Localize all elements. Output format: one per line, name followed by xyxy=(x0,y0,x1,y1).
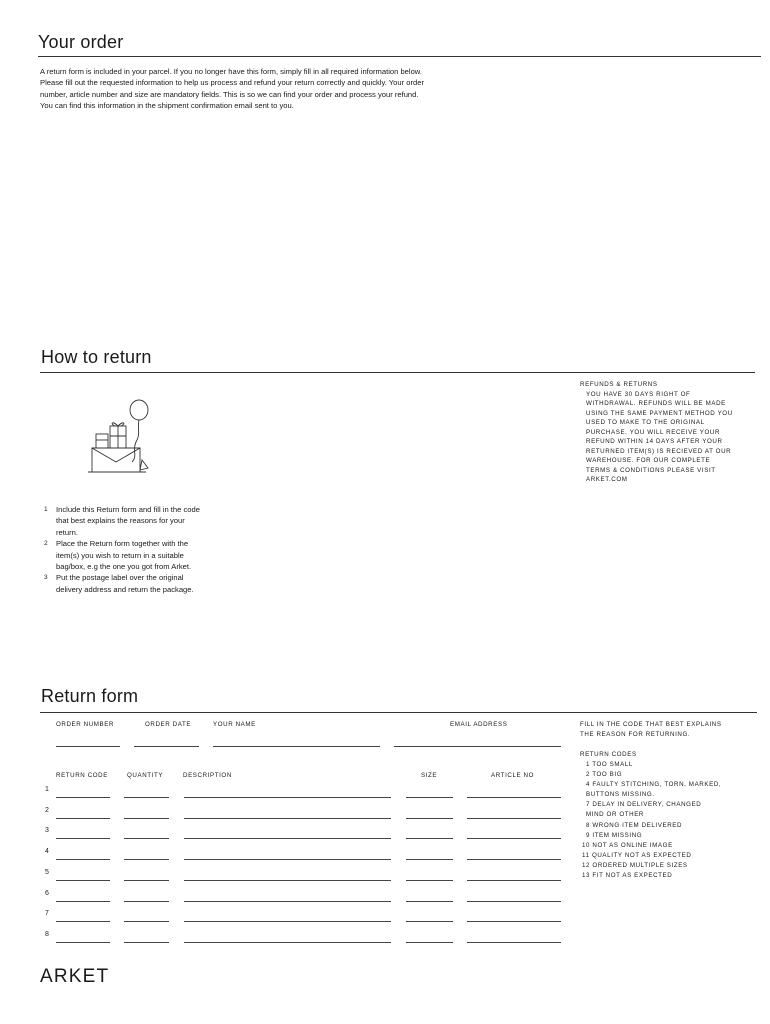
quantity-field[interactable] xyxy=(124,942,169,943)
quantity-field[interactable] xyxy=(124,859,169,860)
size-field[interactable] xyxy=(406,818,453,819)
step-text: Include this Return form and fill in the code that best explains the reasons for your return. xyxy=(56,505,200,537)
article-no-field[interactable] xyxy=(467,797,561,798)
row-number: 6 xyxy=(45,889,49,897)
return-code-item: 2 TOO BIG xyxy=(586,771,623,779)
step-text: Put the postage label over the original delivery address and return the package. xyxy=(56,573,194,594)
your-order-title: Your order xyxy=(38,32,124,52)
size-field[interactable] xyxy=(406,901,453,902)
quantity-label: QUANTITY xyxy=(127,772,164,779)
row-number: 8 xyxy=(45,930,49,938)
article-no-field[interactable] xyxy=(467,818,561,819)
order-date-label: ORDER DATE xyxy=(145,721,192,728)
article-no-field[interactable] xyxy=(467,921,561,922)
return-code-item: 9 ITEM MISSING xyxy=(586,831,643,839)
return-code-item: 1 TOO SMALL xyxy=(586,761,633,768)
step-item xyxy=(44,538,204,572)
your-name-label: YOUR NAME xyxy=(213,721,256,728)
quantity-field[interactable] xyxy=(124,818,169,819)
description-field[interactable] xyxy=(184,859,391,860)
return-form-title: Return form xyxy=(41,686,139,706)
size-label: SIZE xyxy=(421,772,438,779)
return-code-label: RETURN CODE xyxy=(56,772,108,779)
refunds-text: YOU HAVE 30 DAYS RIGHT OF WITHDRAWAL. REFUNDS WILL BE MADE USING THE SAME PAYMENT METHOD YOU USED TO MAKE TO THE ORIGINAL PURCHASE. YOU WILL RECEIVE YOUR REFUND WITHIN 14 DAYS AFTER YOUR RETURNED ITEM(S) IS RECIEVED AT OUR WAREHOUSE. FOR OUR COMPLETE TERMS & CONDITIONS PLEASE VISIT ARKET.COM xyxy=(586,390,733,483)
return-code-item: 4 FAULTY STITCHING, TORN, MARKED, BUTTONS MISSING. xyxy=(586,781,722,799)
description-field[interactable] xyxy=(184,838,391,839)
how-to-return-title: How to return xyxy=(41,347,152,367)
return-codes-instructions: FILL IN THE CODE THAT BEST EXPLAINS THE REASON FOR RETURNING. xyxy=(580,721,722,738)
quantity-field[interactable] xyxy=(124,921,169,922)
description-label: DESCRIPTION xyxy=(183,772,232,779)
return-code-item: 10 NOT AS ONLINE IMAGE xyxy=(582,841,673,849)
return-code-field[interactable] xyxy=(56,921,110,922)
return-code-field[interactable] xyxy=(56,901,110,902)
return-code-item: 12 ORDERED MULTIPLE SIZES xyxy=(582,861,688,869)
return-codes-list xyxy=(582,760,732,881)
quantity-field[interactable] xyxy=(124,901,169,902)
article-no-field[interactable] xyxy=(467,942,561,943)
description-field[interactable] xyxy=(184,880,391,881)
row-number: 5 xyxy=(45,868,49,876)
return-codes-heading: RETURN CODES xyxy=(580,751,637,758)
your-order-divider xyxy=(38,56,761,57)
return-code-field[interactable] xyxy=(56,797,110,798)
description-field[interactable] xyxy=(184,942,391,943)
return-code-item: 13 FIT NOT AS EXPECTED xyxy=(582,872,673,880)
your-order-text: A return form is included in your parcel. If you no longer have this form, simply fill in all required information below. Please fill out the requested information to help us process and refund your return correctly and quickly. Your order number, article number and size are mandatory fields. This is so we can find your order and process your refund. You can find this information in the shipment confirmation email sent to you. xyxy=(40,67,424,111)
return-code-field[interactable] xyxy=(56,859,110,860)
step-number: 3 xyxy=(44,574,48,582)
order-date-field[interactable] xyxy=(134,746,199,747)
quantity-field[interactable] xyxy=(124,880,169,881)
how-to-return-divider xyxy=(40,372,755,373)
return-code-field[interactable] xyxy=(56,838,110,839)
parcel-balloon-illustration-icon xyxy=(82,398,156,478)
size-field[interactable] xyxy=(406,942,453,943)
size-field[interactable] xyxy=(406,838,453,839)
size-field[interactable] xyxy=(406,880,453,881)
refunds-heading: REFUNDS & RETURNS xyxy=(580,381,658,388)
article-no-field[interactable] xyxy=(467,838,561,839)
return-code-field[interactable] xyxy=(56,942,110,943)
email-address-field[interactable] xyxy=(394,746,561,747)
size-field[interactable] xyxy=(406,797,453,798)
article-no-field[interactable] xyxy=(467,859,561,860)
step-item xyxy=(44,572,204,595)
row-number: 2 xyxy=(45,806,49,814)
size-field[interactable] xyxy=(406,859,453,860)
row-number: 7 xyxy=(45,910,49,918)
article-no-label: ARTICLE NO xyxy=(491,772,535,779)
step-number: 2 xyxy=(44,540,48,548)
article-no-field[interactable] xyxy=(467,880,561,881)
description-field[interactable] xyxy=(184,901,391,902)
return-code-field[interactable] xyxy=(56,818,110,819)
article-no-field[interactable] xyxy=(467,901,561,902)
order-number-label: ORDER NUMBER xyxy=(56,721,115,728)
quantity-field[interactable] xyxy=(124,838,169,839)
description-field[interactable] xyxy=(184,818,391,819)
email-address-label: EMAIL ADDRESS xyxy=(450,721,508,728)
return-steps-list xyxy=(44,504,204,595)
row-number: 3 xyxy=(45,827,49,835)
step-text: Place the Return form together with the item(s) you wish to return in a suitable bag/box, e.g the one you got from Arket. xyxy=(56,539,192,572)
size-field[interactable] xyxy=(406,921,453,922)
order-number-field[interactable] xyxy=(56,746,120,747)
step-item xyxy=(44,504,204,538)
quantity-field[interactable] xyxy=(124,797,169,798)
row-number: 1 xyxy=(45,786,49,793)
step-number: 1 xyxy=(44,506,48,513)
return-code-item: 11 QUALITY NOT AS EXPECTED xyxy=(582,851,692,859)
row-number: 4 xyxy=(45,848,49,856)
return-code-item: 8 WRONG ITEM DELIVERED xyxy=(586,821,683,829)
return-code-field[interactable] xyxy=(56,880,110,881)
arket-logo: ARKET xyxy=(40,966,110,987)
description-field[interactable] xyxy=(184,921,391,922)
description-field[interactable] xyxy=(184,797,391,798)
your-name-field[interactable] xyxy=(213,746,380,747)
return-form-divider xyxy=(40,712,757,713)
return-code-item: 7 DELAY IN DELIVERY, CHANGED MIND OR OTHER xyxy=(586,801,702,819)
